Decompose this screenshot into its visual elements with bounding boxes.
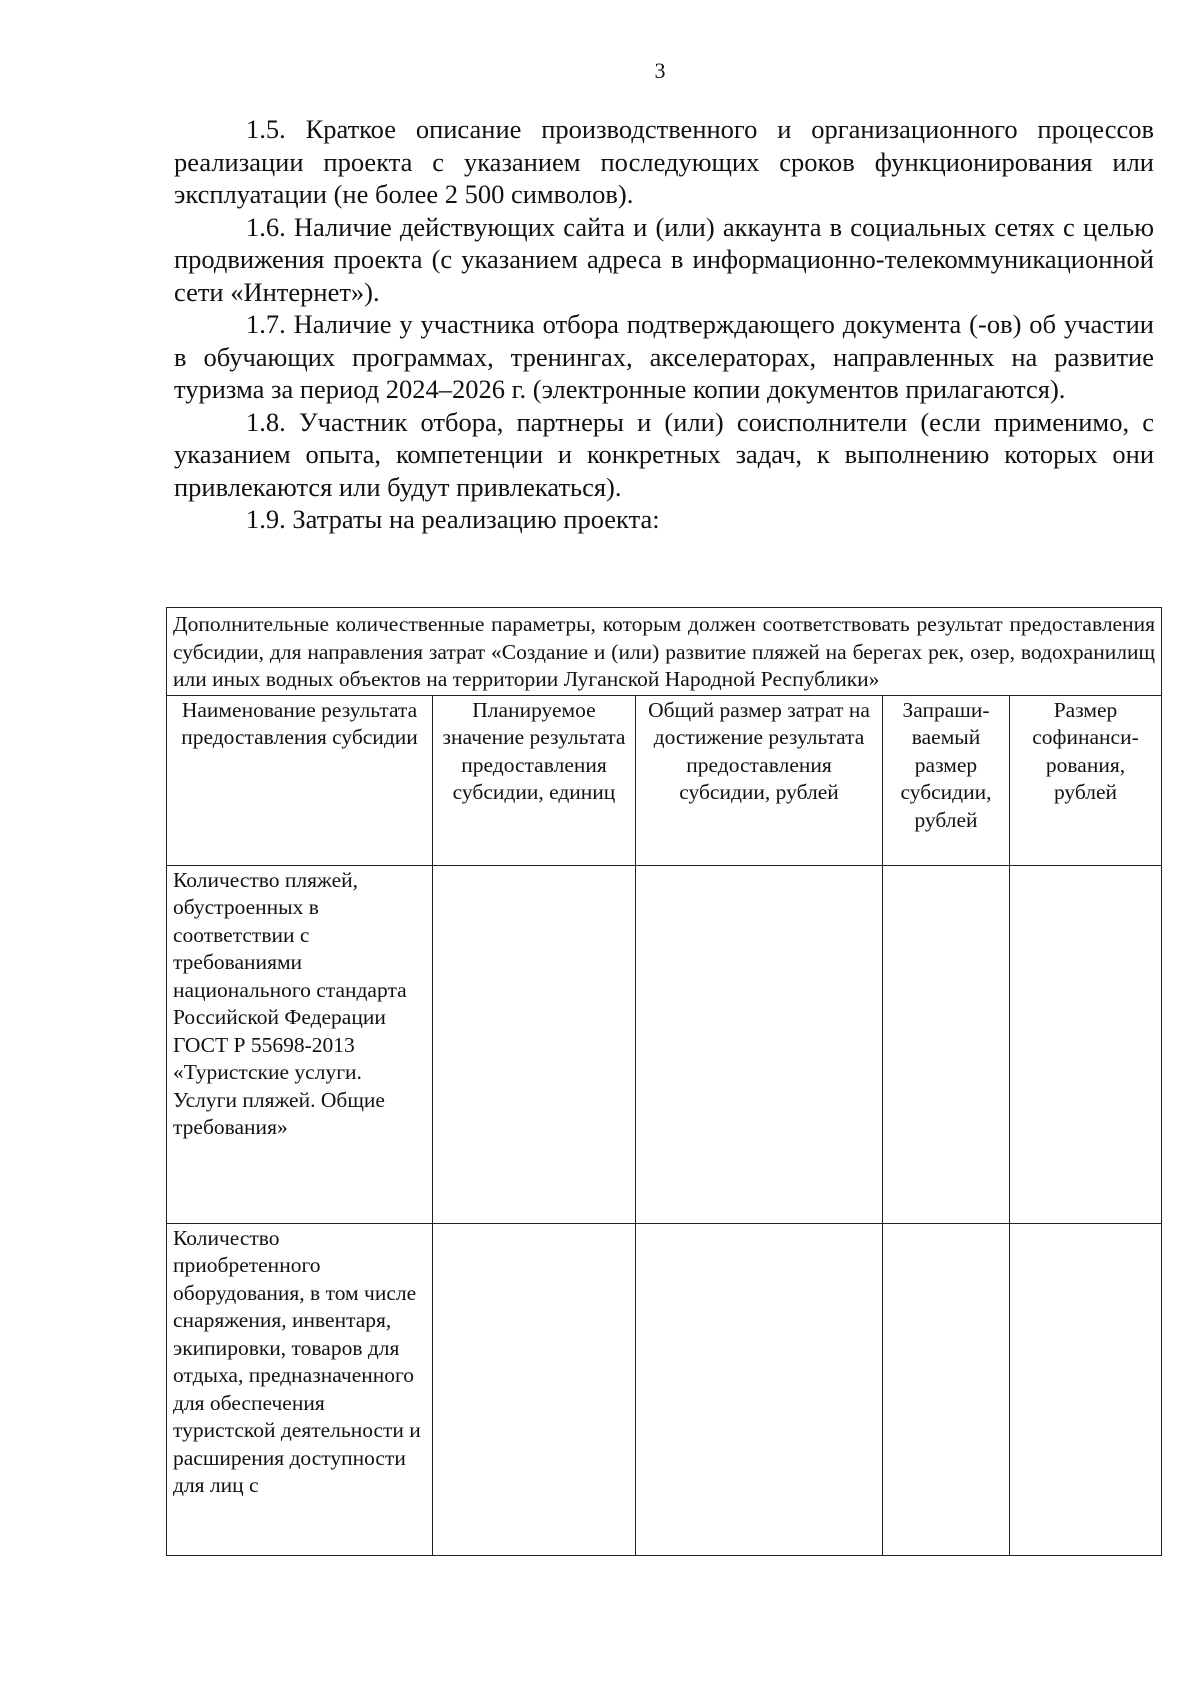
- column-header-planned-value: Планируемое значение результата предоставления субсидии, единиц: [433, 695, 636, 865]
- table-row: [167, 1223, 1162, 1555]
- requested-subsidy-cell: [883, 865, 1010, 1223]
- column-header-cofinancing: Размер софинанси-рования, рублей: [1010, 695, 1162, 865]
- paragraph-1-7: 1.7. Наличие у участника отбора подтверждающего документа (-ов) об участии в обучающих программах, тренингах, акселераторах, направленных на развитие туризма за период 2024–2026 г. (электронные копии документов прилагаются).: [174, 309, 1154, 404]
- column-header-requested-subsidy: Запраши-ваемый размер субсидии, рублей: [883, 695, 1010, 865]
- total-costs-cell: [636, 1223, 883, 1555]
- result-name-cell: Количество приобретенного оборудования, в том числе снаряжения, инвентаря, экипировки, товаров для отдыха, предназначенного для обеспечения туристской деятельности и расширения доступности для лиц с: [167, 1223, 433, 1555]
- column-header-result-name: Наименование результата предоставления субсидии: [167, 695, 433, 865]
- total-costs-cell: [636, 865, 883, 1223]
- table-row: [167, 865, 1162, 1223]
- cofinancing-cell: [1010, 865, 1162, 1223]
- table-header-row: [167, 695, 1162, 865]
- table-caption-row: [167, 608, 1162, 696]
- result-name-cell: Количество пляжей, обустроенных в соответствии с требованиями национального стандарта Российской Федерации ГОСТ Р 55698-2013 «Туристские услуги. Услуги пляжей. Общие требования»: [167, 865, 433, 1223]
- paragraph-1-6: 1.6. Наличие действующих сайта и (или) аккаунта в социальных сетях с целью продвижения проекта (с указанием адреса в информационно-телекоммуникационной сети «Интернет»).: [174, 211, 1154, 307]
- column-header-total-costs: Общий размер затрат на достижение результата предоставления субсидии, рублей: [636, 695, 883, 865]
- cofinancing-cell: [1010, 1223, 1162, 1555]
- planned-value-cell: [433, 1223, 636, 1555]
- paragraph-1-9: 1.9. Затраты на реализацию проекта:: [246, 504, 660, 534]
- requested-subsidy-cell: [883, 1223, 1010, 1555]
- table-caption: Дополнительные количественные параметры, которым должен соответствовать результат предоставления субсидии, для направления затрат «Создание и (или) развитие пляжей на берегах рек, озер, водохранилищ или иных водных объектов на территории Луганской Народной Республики»: [167, 608, 1162, 696]
- paragraph-1-8: 1.8. Участник отбора, партнеры и (или) соисполнители (если применимо, с указанием опыта, компетенции и конкретных задач, к выполнению которых они привлекаются или будут привлекаться).: [174, 406, 1154, 502]
- body-text: [174, 113, 1154, 536]
- planned-value-cell: [433, 865, 636, 1223]
- costs-table: [166, 607, 1162, 1556]
- page-number: 3: [654, 58, 666, 83]
- paragraph-1-5: 1.5. Краткое описание производственного и организационного процессов реализации проекта с указанием последующих сроков функционирования или эксплуатации (не более 2 500 символов).: [174, 114, 1154, 209]
